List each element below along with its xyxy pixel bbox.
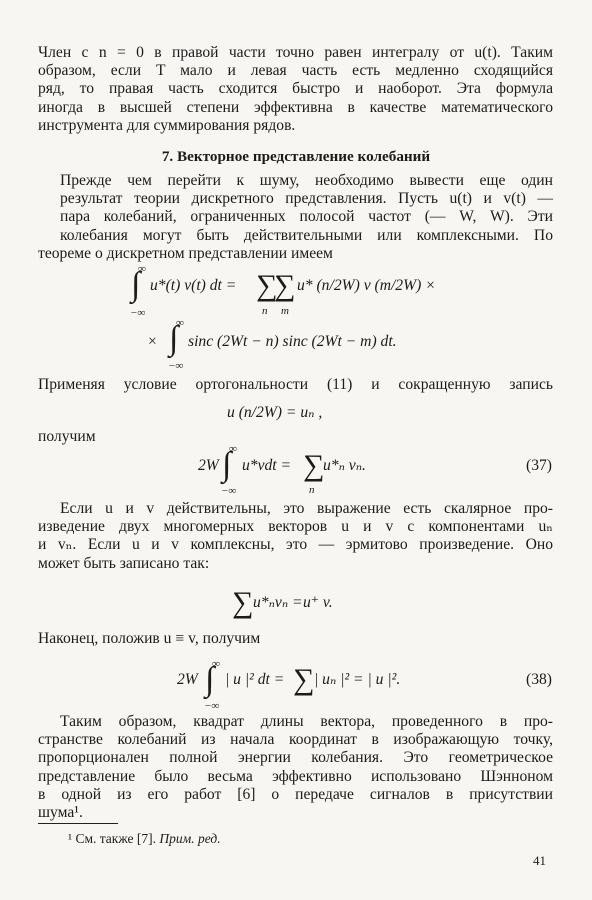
equation-rhs: | uₙ |² = | u |². — [314, 671, 401, 688]
text-line: и vₙ. Если u и v комплексны, это — эрмитово произведение. Оно — [38, 536, 553, 554]
sum-index-n: n — [262, 305, 268, 317]
text-line: иногда в высшей степени эффективна в качестве математического — [38, 98, 553, 116]
integral-sign: ∫ — [222, 446, 232, 483]
text-line: Таким образом, квадрат длины вектора, проведенного в про- — [60, 713, 553, 730]
paragraph-setup — [38, 172, 553, 263]
text-line: Член с n = 0 в правой части точно равен интегралу от u(t). Таким — [38, 44, 553, 61]
text-line: изведение двух многомерных векторов u и v с компонентами uₙ — [38, 518, 553, 536]
integral-upper-limit: ∞ — [229, 443, 237, 455]
equation-body: u*vdt = — [242, 457, 292, 474]
text-line: Применяя условие ортогональности (11) и сокращенную запись — [38, 376, 553, 393]
sum-index-m: m — [281, 305, 289, 317]
sum-sign: ∑ — [232, 586, 254, 619]
text-line: образом, если T мало и левая часть есть медленно сходящийся — [38, 62, 553, 80]
text-line: странстве колебаний из начала координат в изображающую точку, — [38, 731, 553, 749]
sum-sign: ∑ — [293, 663, 315, 696]
sum-sign-m: ∑ — [274, 269, 296, 302]
text-line: получим — [38, 428, 96, 445]
equation-number: (37) — [526, 457, 552, 474]
text-line: пара колебаний, ограниченных полосой частот (— W, W). Эти — [60, 208, 553, 226]
equation-body: u*ₙvₙ = — [253, 594, 303, 611]
text-line: пропорционален полной энергии колебания. Это геометрическое — [38, 749, 553, 767]
sum-index: n — [309, 484, 315, 496]
paragraph-we-get — [38, 428, 553, 446]
integral-upper-limit: ∞ — [138, 263, 146, 275]
paragraph-geometric — [38, 713, 553, 822]
integral-sign: ∫ — [131, 266, 141, 303]
integral-lower-limit: −∞ — [130, 307, 146, 319]
text-line: может быть записано так: — [38, 554, 210, 572]
equation-lhs: u*(t) v(t) dt = — [150, 277, 237, 294]
footnote-editor-note: Прим. ред. — [159, 831, 221, 846]
integral-lower-limit: −∞ — [204, 700, 220, 712]
text-line: результат теории дискретного представления. Пусть u(t) и v(t) — — [60, 190, 553, 208]
text-line: ряд, то правая часть сходится быстро и наоборот. Эта формула — [38, 80, 553, 98]
text-line: шума¹. — [38, 804, 83, 822]
paragraph-scalar-product — [38, 500, 553, 573]
integral-sign: ∫ — [205, 661, 215, 698]
integral-sign: ∫ — [169, 320, 179, 357]
paragraph-intro — [38, 44, 553, 135]
times-sign: × — [148, 333, 157, 350]
sum-sign-n: ∑ — [256, 269, 278, 302]
integral-upper-limit: ∞ — [212, 658, 220, 670]
page-number: 41 — [533, 853, 546, 868]
text-line: инструмента для суммирования рядов. — [38, 116, 296, 134]
integral-lower-limit: −∞ — [221, 485, 237, 497]
footnote-divider — [38, 823, 118, 824]
text-line: колебания могут быть действительными или комплексными. По — [60, 226, 553, 244]
equation-body: | u |² dt = — [225, 671, 285, 688]
text-line: Если u и v действительны, это выражение есть скалярное про- — [60, 500, 553, 517]
text-line: Наконец, положив u ≡ v, получим — [38, 630, 261, 647]
text-line: представление было весьма эффективно использовано Шэнноном — [38, 767, 553, 785]
text-line: в одной из его работ [6] о передаче сигналов в присутствии — [38, 785, 553, 803]
equation-rhs: u⁺ v. — [303, 594, 333, 611]
equation-lead: 2W — [198, 457, 219, 474]
paragraph-orthogonality — [38, 376, 553, 394]
equation-body: sinc (2Wt − n) sinc (2Wt − m) dt. — [188, 333, 397, 350]
sum-sign: ∑ — [303, 449, 325, 482]
equation-lead: 2W — [177, 671, 198, 688]
text-line: Прежде чем перейти к шуму, необходимо вывести еще один — [60, 172, 553, 189]
equation-rhs: u* (n/2W) v (m/2W) × — [297, 277, 436, 294]
integral-lower-limit: −∞ — [168, 360, 184, 372]
equation-rhs: u*ₙ vₙ. — [323, 457, 366, 474]
equation-shorthand: u (n/2W) = uₙ , — [227, 404, 323, 421]
equation-number: (38) — [526, 671, 552, 688]
footnote-marker: ¹ — [68, 831, 73, 846]
section-heading: 7. Векторное представление колебаний — [161, 148, 431, 165]
footnote-text: См. также [7]. — [75, 831, 156, 846]
footnote — [68, 830, 221, 848]
text-line: теореме о дискретном представлении имеем — [38, 244, 333, 262]
integral-upper-limit: ∞ — [176, 317, 184, 329]
paragraph-setting-equal — [38, 630, 553, 648]
